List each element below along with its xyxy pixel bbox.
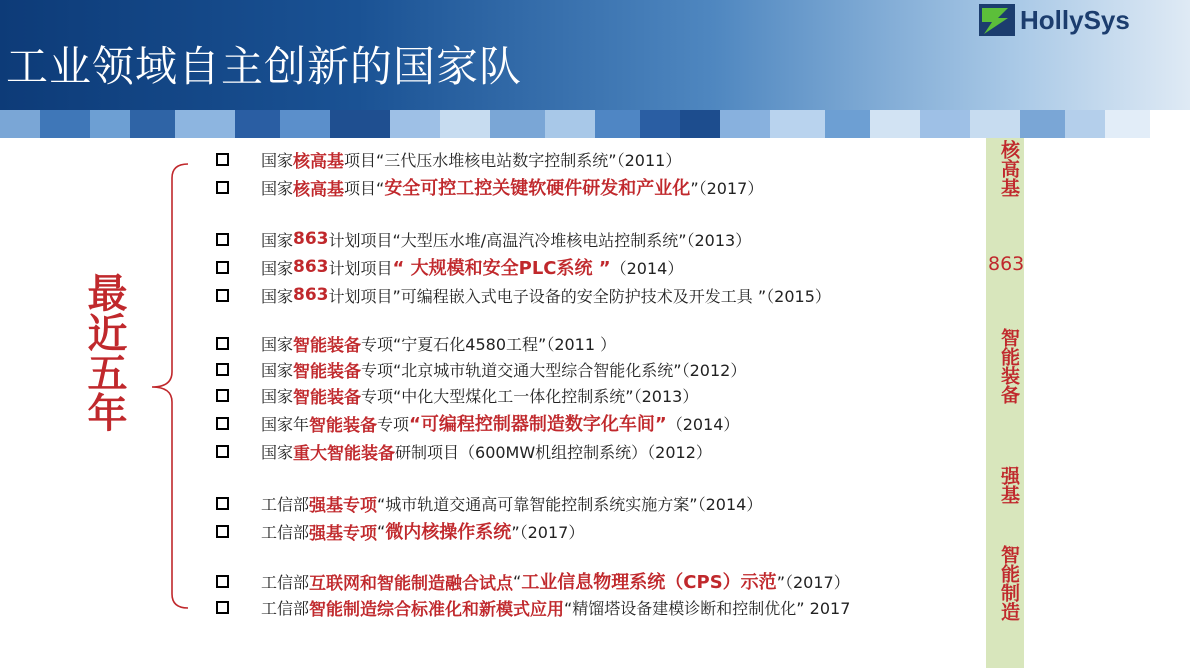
checkbox-bullet-icon <box>216 337 229 350</box>
project-item <box>216 331 616 355</box>
project-item <box>216 411 739 435</box>
project-item-text: 计划项目“大型压水堆/高温汽冷堆核电站控制系统”（2013） <box>328 230 752 250</box>
project-item <box>216 595 850 619</box>
project-item-highlight: 智能装备 <box>309 415 378 436</box>
project-item <box>216 227 751 251</box>
project-item-text: “精馏塔设备建模诊断和控制优化” 2017 <box>564 598 851 618</box>
project-item-text: （2014） <box>610 258 684 278</box>
project-item <box>216 255 683 279</box>
project-item-highlight: 863 <box>293 229 329 249</box>
project-item-highlight: 核高基 <box>293 179 345 200</box>
logo-text: HollySys <box>1020 4 1130 35</box>
project-item-text: 工信部 <box>261 522 310 542</box>
project-item-highlight: 863 <box>293 257 329 277</box>
checkbox-bullet-icon <box>216 575 229 588</box>
project-item-text: 计划项目 <box>328 258 393 278</box>
checkbox-bullet-icon <box>216 289 229 302</box>
project-item-text: ”（2017） <box>690 178 764 198</box>
project-item-highlight: 重大智能装备 <box>293 443 396 464</box>
project-item-highlight: 强基专项 <box>309 495 378 516</box>
project-item <box>216 439 712 463</box>
project-item-text: 计划项目”可编程嵌入式电子设备的安全防护技术及开发工具 ”（2015） <box>328 286 831 306</box>
side-label-zhineng-zhuangbei: 智能装备 <box>998 328 1020 404</box>
project-item-highlight: 智能装备 <box>293 335 362 356</box>
project-item-highlight: “可编程控制器制造数字化车间” <box>409 414 667 435</box>
project-item-text: 国家 <box>261 150 294 170</box>
project-item-highlight: 智能装备 <box>293 361 362 382</box>
project-item-text: 项目“ <box>344 178 385 198</box>
left-brace <box>140 162 190 612</box>
project-item-text: 国家 <box>261 442 294 462</box>
project-item-text: 国家年 <box>261 414 310 434</box>
project-item-text: 国家 <box>261 258 294 278</box>
project-item-highlight: 强基专项 <box>309 523 378 544</box>
project-item-text: 专项 <box>377 414 410 434</box>
checkbox-bullet-icon <box>216 389 229 402</box>
project-item-text: “城市轨道交通高可靠智能控制系统实施方案”（2014） <box>377 494 763 514</box>
project-item-text: 工信部 <box>261 598 310 618</box>
project-item <box>216 569 850 593</box>
left-label-recent-five-years: 最近五年 <box>81 272 127 432</box>
project-item-text: “ <box>513 571 522 591</box>
project-item-text: ”（2017） <box>776 572 850 592</box>
side-label-qiangji: 强基 <box>998 466 1020 504</box>
header-decor-strip <box>0 110 1190 138</box>
project-item-text: （2014） <box>666 414 740 434</box>
checkbox-bullet-icon <box>216 497 229 510</box>
project-item-text: 国家 <box>261 286 294 306</box>
project-item-text: 国家 <box>261 386 294 406</box>
project-item-highlight: 互联网和智能制造融合试点 <box>309 573 514 594</box>
project-item-text: 专项“宁夏石化4580工程”（2011 ） <box>361 334 617 354</box>
project-item-text: 工信部 <box>261 494 310 514</box>
checkbox-bullet-icon <box>216 445 229 458</box>
project-item <box>216 283 831 307</box>
project-item-text: 研制项目（600MW机组控制系统）（2012） <box>395 442 712 462</box>
checkbox-bullet-icon <box>216 363 229 376</box>
project-item-text: 国家 <box>261 360 294 380</box>
checkbox-bullet-icon <box>216 233 229 246</box>
project-item-highlight: 智能装备 <box>293 387 362 408</box>
project-item-text: 国家 <box>261 334 294 354</box>
project-item-text: 专项“北京城市轨道交通大型综合智能化系统”（2012） <box>361 360 747 380</box>
project-item-highlight: 863 <box>293 285 329 305</box>
project-item <box>216 357 746 381</box>
side-label-863: 863 <box>988 253 1025 275</box>
side-label-hegaoji: 核高基 <box>998 140 1020 197</box>
project-item-highlight: 微内核操作系统 <box>385 522 512 543</box>
checkbox-bullet-icon <box>216 261 229 274</box>
hollysys-logo <box>978 2 1130 38</box>
hollysys-logo-icon <box>978 3 1016 37</box>
checkbox-bullet-icon <box>216 601 229 614</box>
header-banner <box>0 0 1190 110</box>
checkbox-bullet-icon <box>216 417 229 430</box>
checkbox-bullet-icon <box>216 153 229 166</box>
side-label-zhineng-zhizao: 智能制造 <box>998 545 1020 621</box>
page-title: 工业领域自主创新的国家队 <box>6 42 523 91</box>
project-item-highlight: 工业信息物理系统（CPS）示范 <box>521 572 777 593</box>
project-item <box>216 147 681 171</box>
project-item <box>216 519 584 543</box>
project-item-text: 专项“中化大型煤化工一体化控制系统”（2013） <box>361 386 699 406</box>
project-item-text: 国家 <box>261 178 294 198</box>
project-item-text: “ <box>377 521 386 541</box>
project-item-text: 工信部 <box>261 572 310 592</box>
project-item-highlight: 安全可控工控关键软硬件研发和产业化 <box>384 178 691 199</box>
checkbox-bullet-icon <box>216 525 229 538</box>
project-item-text: 项目“三代压水堆核电站数字控制系统”（2011） <box>344 150 682 170</box>
project-item <box>216 383 698 407</box>
project-item <box>216 175 763 199</box>
project-item-highlight: “ 大规模和安全PLC系统 ” <box>392 258 611 279</box>
project-item-highlight: 核高基 <box>293 151 345 172</box>
project-item-text: ”（2017） <box>511 522 585 542</box>
project-item-highlight: 智能制造综合标准化和新模式应用 <box>309 599 565 620</box>
checkbox-bullet-icon <box>216 181 229 194</box>
project-item-text: 国家 <box>261 230 294 250</box>
project-item <box>216 491 762 515</box>
